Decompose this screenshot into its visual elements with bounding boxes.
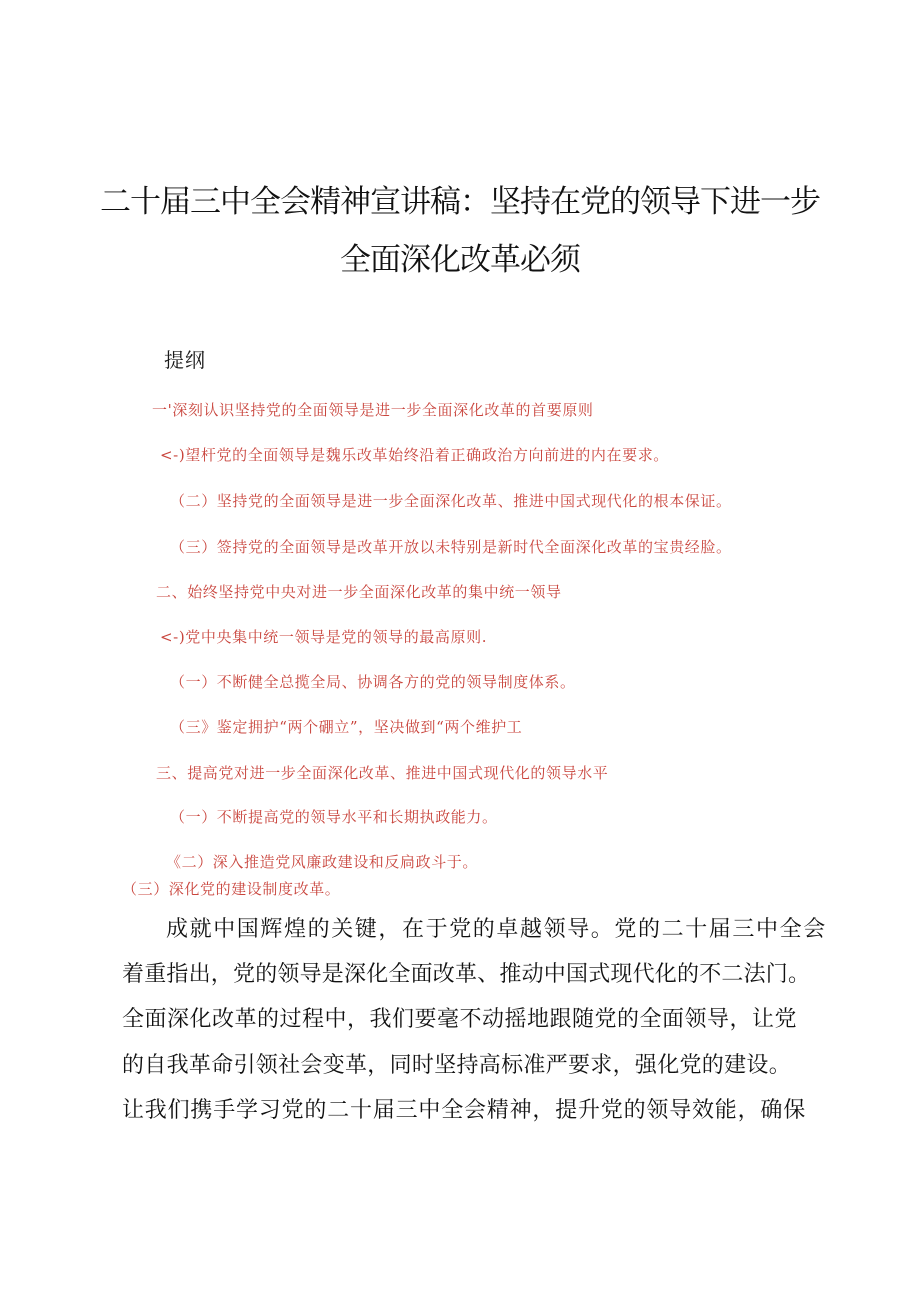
body-text-line: 着重指出，党的领导是深化全面改革、推动中国式现代化的不二法门。 bbox=[122, 962, 811, 987]
outline-item-2-2: （一）不断健全总揽全局、协调各方的党的领导制度体系。 bbox=[170, 673, 576, 691]
document-title-line-1: 二十届三中全会精神宣讲稿：坚持在党的领导下进一步 bbox=[100, 184, 820, 220]
body-text-line: 成就中国辉煌的关键，在于党的卓越领导。党的二十届三中全会 bbox=[166, 917, 827, 942]
body-text-line: 的自我革命引领社会变革，同时坚持高标准严要求，强化党的建设。 bbox=[122, 1053, 792, 1078]
outline-item-1-3: （三）签持党的全面领导是改革开放以未特别是新时代全面深化改革的宝贵经脸。 bbox=[170, 538, 732, 556]
outline-item-2-1: <-)党中央集中统一领导是党的领导的最高原则. bbox=[160, 628, 488, 646]
outline-item-3-1: （一）不断提高党的领导水平和长期执政能力。 bbox=[170, 808, 498, 826]
document-title-line-2: 全面深化改革必须 bbox=[340, 242, 580, 278]
outline-item-2-3: （三》鉴定拥护“两个硼立”，坚决做到“两个维护工 bbox=[170, 718, 523, 736]
outline-item-3-3: （三）深化党的建设制度改革。 bbox=[122, 880, 341, 898]
outline-item-3-2: 《二）深入推造党风廉政建设和反扃政斗于。 bbox=[166, 853, 479, 871]
outline-section-2: 二、始终坚持党中央对进一步全面深化改革的集中统一领导 bbox=[156, 583, 562, 601]
body-text-line: 全面深化改革的过程中，我们要毫不动摇地跟随党的全面领导，让党 bbox=[122, 1007, 798, 1032]
outline-heading: 提纲 bbox=[164, 348, 206, 372]
outline-item-1-1: <-)望杆党的全面领导是魏乐改革始终沿着正确政治方向前进的内在要求。 bbox=[160, 446, 669, 464]
outline-item-1-2: （二）坚持党的全面领导是进一步全面深化改革、推进中国式现代化的根本保证。 bbox=[170, 492, 732, 510]
outline-section-3: 三、提高党对进一步全面深化改革、推进中国式现代化的领导水平 bbox=[156, 764, 609, 782]
body-text-line: 让我们携手学习党的二十届三中全会精神，提升党的领导效能，确保 bbox=[122, 1098, 807, 1123]
outline-section-1: 一'深刻认识坚持党的全面领导是进一步全面深化改革的首要原则 bbox=[152, 401, 594, 419]
